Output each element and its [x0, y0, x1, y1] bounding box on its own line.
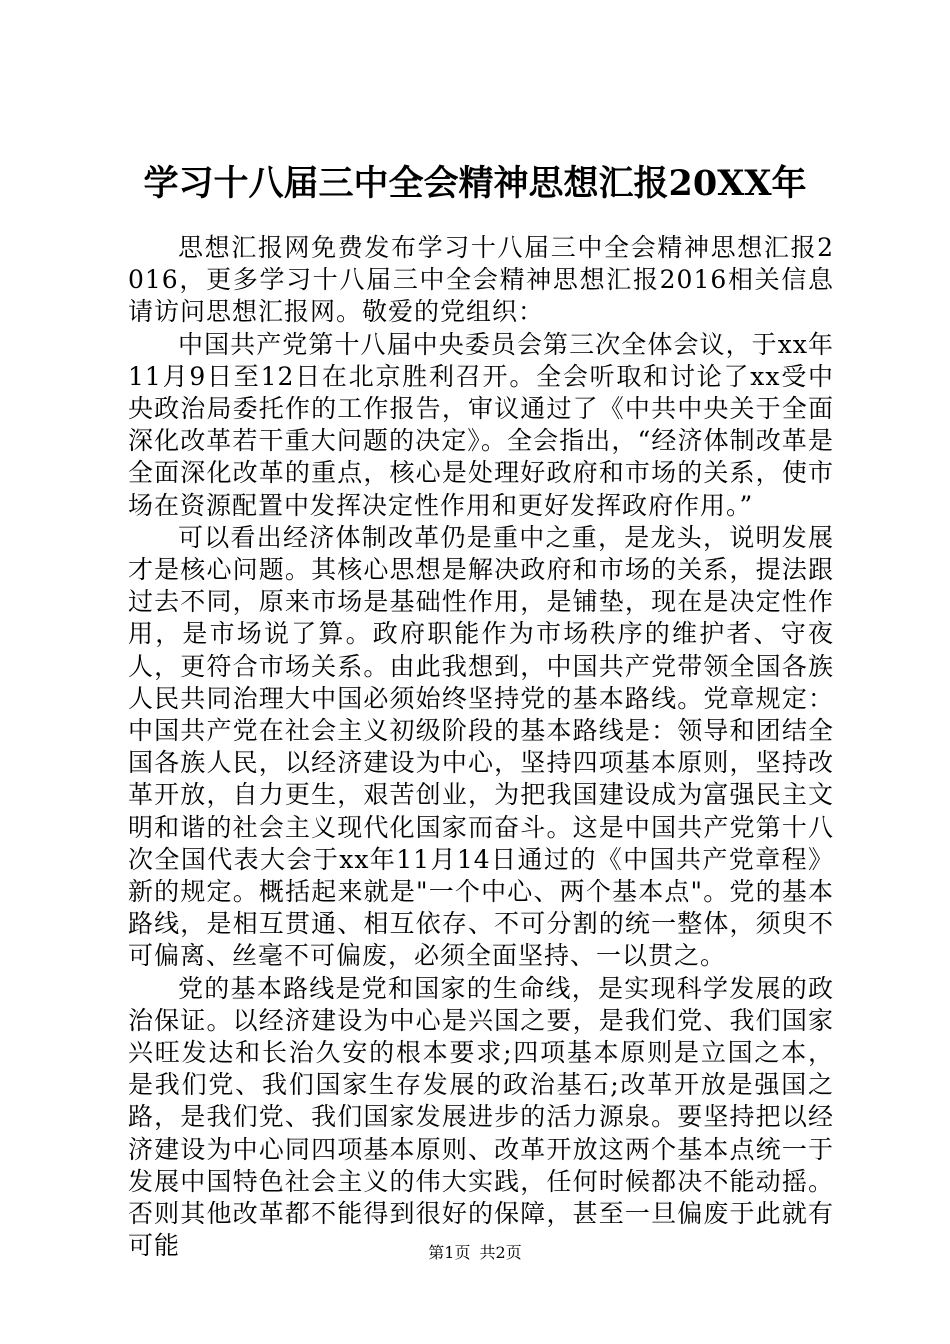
- paragraph: 党的基本路线是党和国家的生命线，是实现科学发展的政治保证。以经济建设为中心是兴国之要，是我们党、我们国家兴旺发达和长治久安的根本要求;四项基本原则是立国之本，是我们党、我们国家生存发展的政治基石;改革开放是强国之路，是我们党、我们国家发展进步的活力源泉。要坚持把以经济建设为中心同四项基本原则、改革开放这两个基本点统一于发展中国特色社会主义的伟大实践，任何时候都决不能动摇。否则其他改革都不能得到很好的保障，甚至一旦偏废于此就有可能: [128, 973, 834, 1261]
- page-total: 共2页: [479, 1243, 522, 1262]
- page-footer: [0, 1242, 950, 1264]
- paragraph: 可以看出经济体制改革仍是重中之重，是龙头，说明发展才是核心问题。其核心思想是解决政府和市场的关系，提法跟过去不同，原来市场是基础性作用，是铺垫，现在是决定性作用，是市场说了算。政府职能作为市场秩序的维护者、守夜人，更符合市场关系。由此我想到，中国共产党带领全国各族人民共同治理大中国必须始终坚持党的基本路线。党章规定：中国共产党在社会主义初级阶段的基本路线是：领导和团结全国各族人民，以经济建设为中心，坚持四项基本原则，坚持改革开放，自力更生，艰苦创业，为把我国建设成为富强民主文明和谐的社会主义现代化国家而奋斗。这是中国共产党第十八次全国代表大会于xx年11月14日通过的《中国共产党章程》新的规定。概括起来就是"一个中心、两个基本点"。党的基本路线，是相互贯通、相互依存、不可分割的统一整体，须臾不可偏离、丝毫不可偏废，必须全面坚持、一以贯之。: [128, 522, 834, 971]
- document-body: [128, 232, 834, 1263]
- page-number: 第1页: [428, 1243, 471, 1262]
- paragraph: 思想汇报网免费发布学习十八届三中全会精神思想汇报2016，更多学习十八届三中全会精神思想汇报2016相关信息请访问思想汇报网。敬爱的党组织：: [128, 233, 834, 327]
- paragraph: 中国共产党第十八届中央委员会第三次全体会议，于xx年11月9日至12日在北京胜利召开。全会听取和讨论了xx受中央政治局委托作的工作报告，审议通过了《中共中央关于全面深化改革若干重大问题的决定》。全会指出，“经济体制改革是全面深化改革的重点，核心是处理好政府和市场的关系，使市场在资源配置中发挥决定性作用和更好发挥政府作用。”: [128, 329, 834, 520]
- document-title: 学习十八届三中全会精神思想汇报20XX年: [143, 163, 807, 204]
